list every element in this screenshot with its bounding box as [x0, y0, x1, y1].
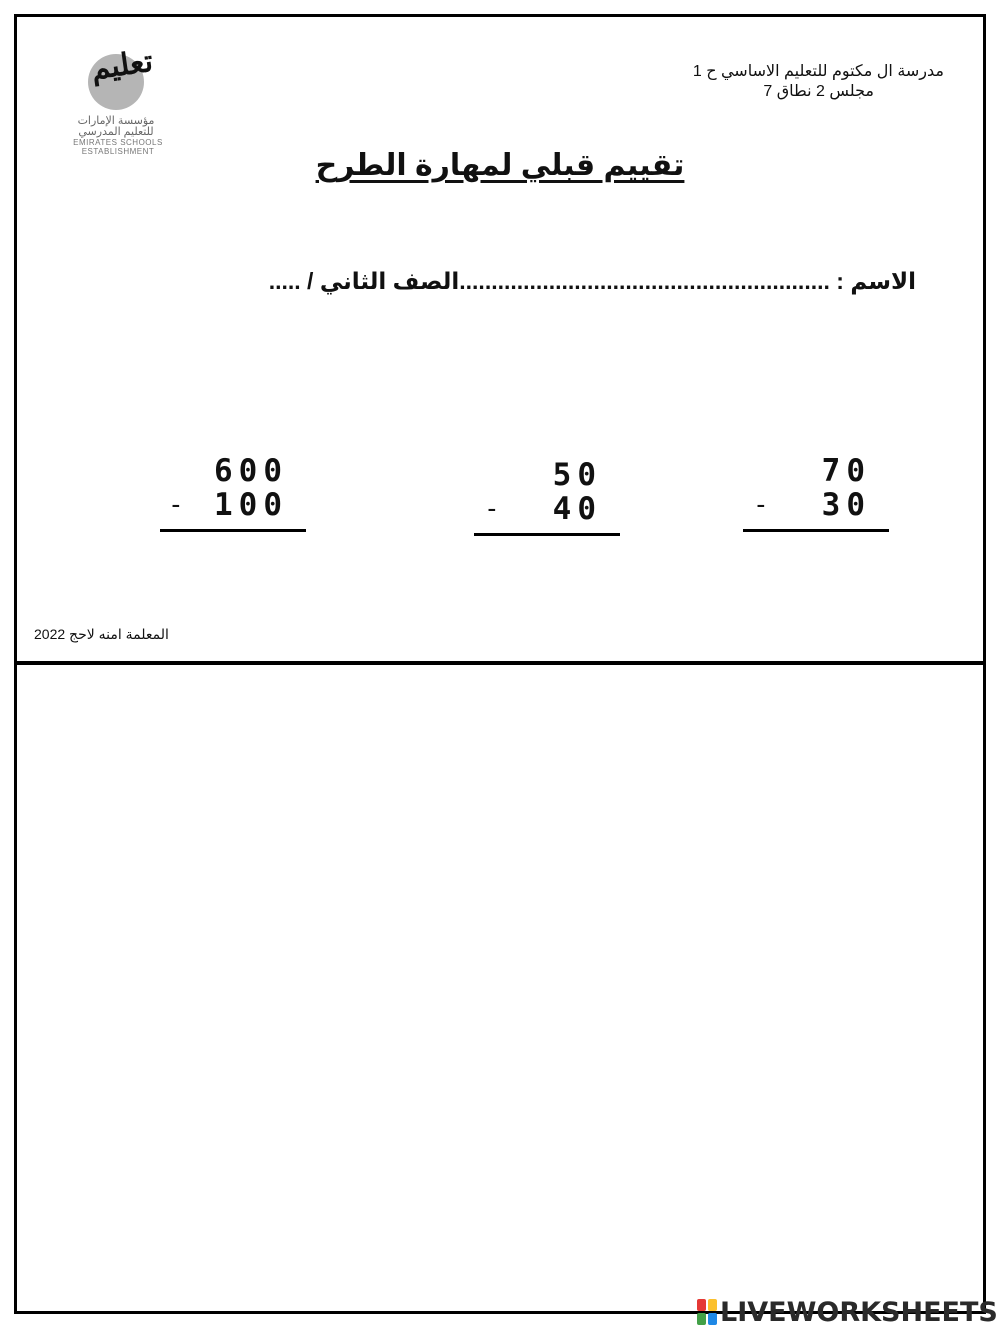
- watermark-text: LIVEWORKSHEETS: [720, 1296, 998, 1328]
- problem-2-answer-line[interactable]: [474, 533, 620, 536]
- problem-1-minus-sign: -: [168, 490, 184, 520]
- logo-block-red: [697, 1299, 706, 1311]
- logo-english-line2: ESTABLISHMENT: [81, 147, 155, 156]
- logo-block-green: [697, 1313, 706, 1325]
- subtraction-problem-1: [160, 454, 310, 534]
- section-divider: [14, 661, 986, 665]
- worksheet-title: تقييم قبلي لمهارة الطرح: [315, 149, 685, 182]
- problem-3-minuend: 70: [821, 453, 871, 489]
- subtraction-problem-2: [474, 458, 624, 538]
- school-name: مدرسة ال مكتوم للتعليم الاساسي ح 1: [692, 63, 944, 80]
- logo-block-blue: [708, 1313, 717, 1325]
- taleem-logo-icon: [72, 43, 164, 158]
- teacher-credit: المعلمة امنه لاحج 2022: [34, 626, 169, 642]
- school-council: مجلس 2 نطاق 7: [763, 83, 874, 100]
- subtraction-problem-3: [743, 454, 893, 534]
- logo-arabic-name: مؤسسة الإمارات للتعليم المدرسي: [77, 115, 155, 138]
- problem-2-minus-sign: -: [484, 494, 500, 524]
- logo-arabic-word: تعليم: [88, 43, 156, 88]
- school-info: [693, 62, 944, 102]
- problem-3-answer-line[interactable]: [743, 529, 889, 532]
- liveworksheets-logo-icon: [697, 1299, 717, 1325]
- problem-3-minus-sign: -: [753, 490, 769, 520]
- problem-2-minuend: 50: [552, 457, 602, 493]
- liveworksheets-watermark: [697, 1296, 998, 1328]
- problem-1-answer-line[interactable]: [160, 529, 306, 532]
- problem-1-minuend: 600: [214, 453, 288, 489]
- student-name-line: الاسم : ..........................................................الصف الثاني / .....: [268, 268, 916, 294]
- problem-3-subtrahend: 30: [821, 487, 871, 523]
- problem-1-subtrahend: 100: [214, 487, 288, 523]
- logo-english-line1: EMIRATES SCHOOLS: [73, 138, 163, 147]
- logo-block-yellow: [708, 1299, 717, 1311]
- problem-2-subtrahend: 40: [552, 491, 602, 527]
